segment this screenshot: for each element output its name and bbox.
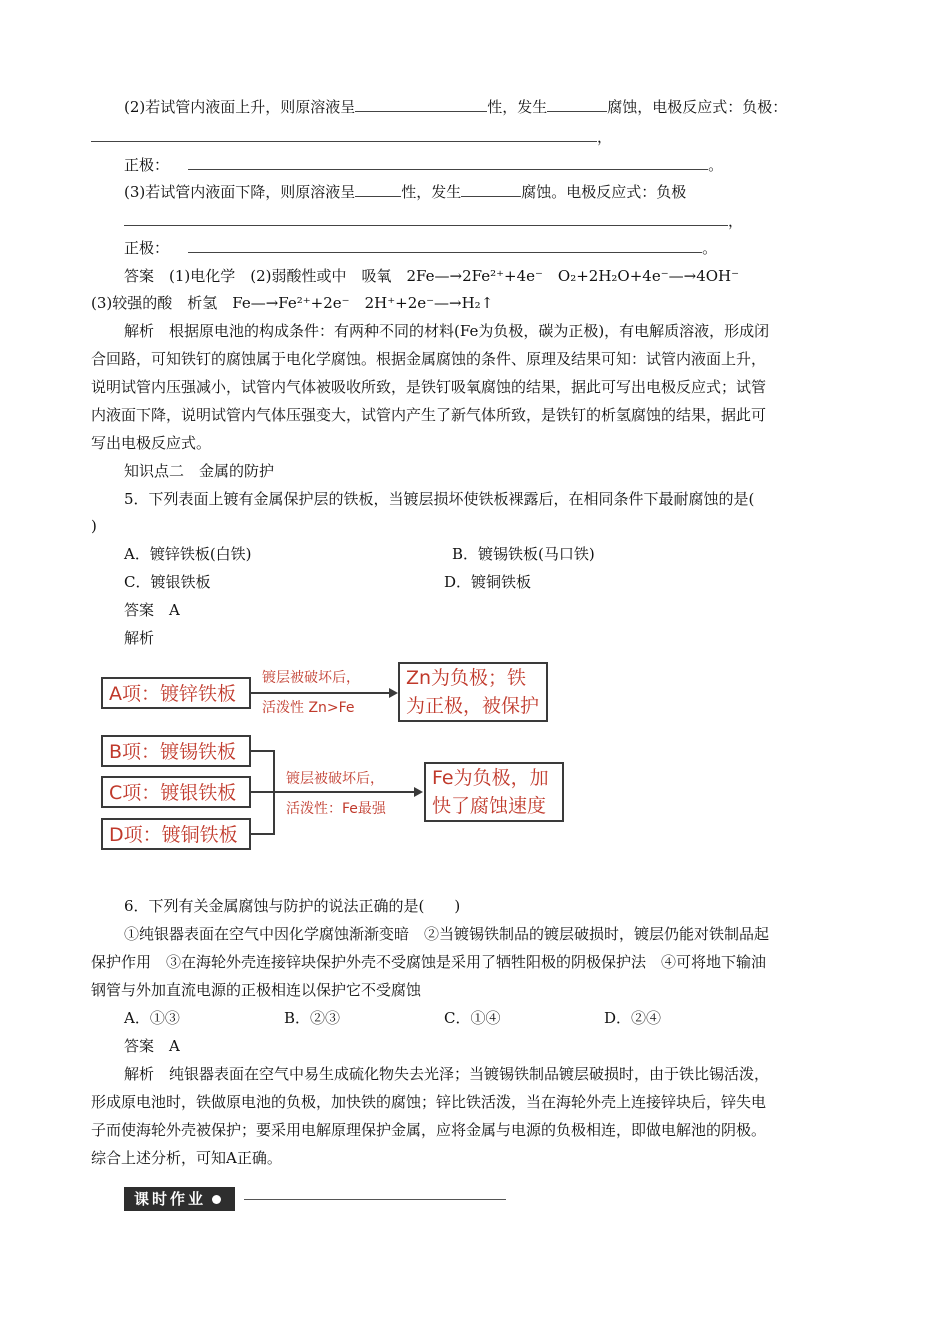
diagram-result-1: Zn为负极；铁 为正极，被保护 (398, 662, 548, 722)
q5-answer: 答案 A (124, 601, 180, 619)
blank-negative-electrode[interactable] (91, 127, 597, 142)
diagram-result-2: Fe为负极，加 快了腐蚀速度 (424, 762, 564, 822)
arrow2-line (273, 791, 416, 793)
q6-statement-line: ①纯银器表面在空气中因化学腐蚀渐渐变暗 ②当镀锡铁制品的镀层破损时，镀层仍能对铁制品起 (124, 925, 770, 943)
q5-option-c[interactable]: C．镀银铁板 (124, 573, 211, 591)
diagram-box-a: A项：镀锌铁板 (101, 677, 251, 709)
q4-analysis-line: 说明试管内压强减小，试管内气体被吸收所致，是铁钉吸氧腐蚀的结果，据此可写出电极反应式；试管 (91, 378, 767, 396)
q6-analysis-line: 解析 纯银器表面在空气中易生成硫化物失去光泽；当镀锡铁制品镀层破损时，由于铁比锡活泼， (124, 1065, 770, 1083)
q6-option-a[interactable]: A．①③ (124, 1009, 180, 1027)
arrow1-head-icon (389, 688, 398, 698)
q6-analysis-line: 子而使海轮外壳被保护；要采用电解原理保护金属，应将金属与电源的负极相连，即做电解池的阴极。 (91, 1121, 767, 1139)
arrow1-line (251, 692, 391, 694)
q4-part2-negative-line: ， (91, 127, 612, 147)
q6-option-b[interactable]: B．②③ (284, 1009, 341, 1027)
blank-corrosion-type-3[interactable] (461, 182, 521, 197)
section-heading: 知识点二 金属的防护 (124, 462, 275, 480)
q4-analysis-line: 解析 根据原电池的构成条件：有两种不同的材料(Fe为负极，碳为正极)，有电解质溶液，形成闭 (124, 322, 770, 340)
arrow2-head-icon (414, 787, 423, 797)
q5-option-a[interactable]: A．镀锌铁板(白铁) (124, 545, 252, 563)
q5-option-d[interactable]: D．镀铜铁板 (444, 573, 532, 591)
bracket-b (251, 750, 275, 752)
q6-analysis-line: 综合上述分析，可知A正确。 (91, 1149, 282, 1167)
arrow2-bottom-label: 活泼性：Fe最强 (286, 801, 386, 817)
q4-part3-negative-line: ， (124, 211, 743, 231)
q6-statement-line: 钢管与外加直流电源的正极相连以保护它不受腐蚀 (91, 981, 422, 999)
q4-part2-positive-line: 正极： 。 (124, 156, 724, 174)
q4-analysis-line: 合回路，可知铁钉的腐蚀属于电化学腐蚀。根据金属腐蚀的条件、原理及结果可知：试管内液面上升， (91, 350, 767, 368)
blank-corrosion-type[interactable] (547, 97, 607, 112)
q6-stem: 6．下列有关金属腐蚀与防护的说法正确的是( ) (124, 897, 461, 915)
q5-stem: 5．下列表面上镀有金属保护层的铁板，当镀层损坏使铁板裸露后，在相同条件下最耐腐蚀的是( (124, 490, 755, 508)
blank-negative-electrode-3[interactable] (124, 211, 728, 226)
banner-rule (244, 1199, 506, 1200)
bracket-c (251, 791, 275, 793)
homework-banner: 课时作业 (124, 1187, 235, 1211)
diagram-box-d: D项：镀铜铁板 (101, 818, 251, 850)
q4-analysis-line: 写出电极反应式。 (91, 434, 212, 452)
q4-analysis-line: 内液面下降，说明试管内气体压强变大，试管内产生了新气体所致，是铁钉的析氢腐蚀的结果，据此可 (91, 406, 767, 424)
blank-solution-nature[interactable] (355, 97, 487, 112)
q6-answer: 答案 A (124, 1037, 180, 1055)
diagram-box-b: B项：镀锡铁板 (101, 735, 251, 767)
q6-statement-line: 保护作用 ③在海轮外壳连接锌块保护外壳不受腐蚀是采用了牺牲阳极的阴极保护法 ④可将地下输油 (91, 953, 767, 971)
bracket-d (251, 833, 275, 835)
banner-dot-icon (212, 1195, 221, 1204)
arrow2-top-label: 镀层被破坏后， (286, 771, 384, 787)
blank-positive-electrode[interactable] (188, 155, 708, 170)
q4-part3-positive-line: 正极： 。 (124, 239, 718, 257)
q4-part2-line: (2)若试管内液面上升，则原溶液呈 性，发生 腐蚀，电极反应式：负极： (124, 98, 788, 116)
q6-analysis-line: 形成原电池时，铁做原电池的负极，加快铁的腐蚀；锌比铁活泼，当在海轮外壳上连接锌块后，锌失电 (91, 1093, 767, 1111)
q6-option-c[interactable]: C．①④ (444, 1009, 501, 1027)
q4-answer-line2: (3)较强的酸 析氢 Fe—→Fe²⁺+2e⁻ 2H⁺+2e⁻—→H₂↑ (91, 294, 494, 312)
q5-analysis-label: 解析 (124, 629, 155, 647)
arrow1-top-label: 镀层被破坏后， (262, 670, 360, 686)
arrow1-bottom-label: 活泼性 Zn>Fe (262, 700, 355, 716)
q6-option-d[interactable]: D．②④ (604, 1009, 662, 1027)
blank-solution-nature-3[interactable] (355, 182, 401, 197)
diagram-box-c: C项：镀银铁板 (101, 776, 251, 808)
q5-stem-close: ) (91, 517, 97, 535)
q4-answer-line1: 答案 (1)电化学 (2)弱酸性或中 吸氧 2Fe—→2Fe²⁺+4e⁻ O₂+2H₂O+4e⁻—→4OH⁻ (124, 267, 740, 285)
q4-part3-line: (3)若试管内液面下降，则原溶液呈 性，发生 腐蚀。电极反应式：负极 (124, 183, 687, 201)
q5-option-b[interactable]: B．镀锡铁板(马口铁) (452, 545, 595, 563)
blank-positive-electrode-3[interactable] (188, 238, 702, 253)
